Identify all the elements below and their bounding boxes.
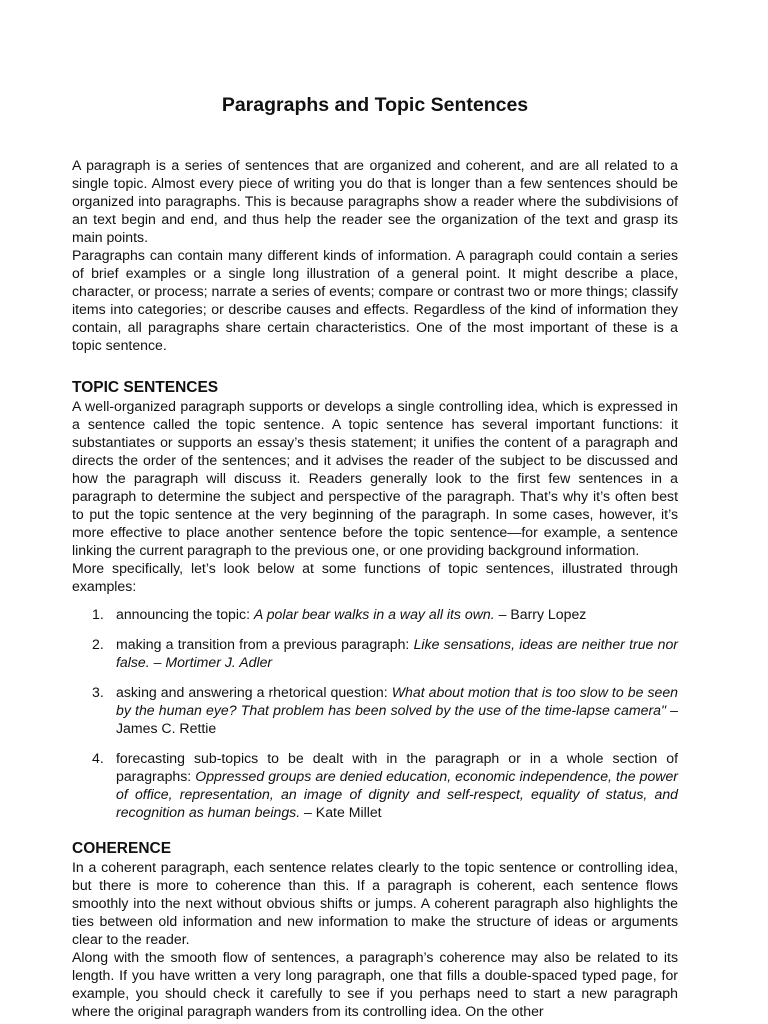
list-item [72, 605, 678, 623]
topic-sentences-paragraph-2: More specifically, let’s look below at some functions of topic sentences, illustrated through examples: [72, 560, 678, 594]
list-item [72, 683, 678, 737]
topic-sentences-heading: TOPIC SENTENCES [72, 379, 219, 396]
list-item-number: 4. [92, 750, 104, 766]
list-item-number: 2. [92, 636, 104, 652]
intro-paragraph-1: A paragraph is a series of sentences that are organized and coherent, and are all related to a single topic. Almost every piece of writing you do that is longer than a few sentences should be organized into paragraphs. This is because paragraphs show a reader where the subdivisions of an text begin and end, and thus help the reader see the organization of the text and grasp its main points. [72, 157, 678, 245]
coherence-heading: COHERENCE [72, 840, 172, 857]
list-item-lead: forecasting sub-topics to be dealt with in the paragraph or in a whole section of paragraphs: [116, 750, 678, 784]
list-item-example: Like sensations, ideas are neither true nor false. – Mortimer J. Adler [116, 636, 678, 670]
document-page [72, 92, 678, 1020]
intro-paragraph-2: Paragraphs can contain many different kinds of information. A paragraph could contain a series of brief examples or a single long illustration of a general point. It might describe a place, character, or process; narrate a series of events; compare or contrast two or more things; classify items into categories; or describe causes and effects. Regardless of the kind of information they contain, all paragraphs share certain characteristics. One of the most important of these is a topic sentence. [72, 247, 678, 353]
list-item-example: What about motion that is too slow to be seen by the human eye? That problem has been solved by the use of the time-lapse camera" [116, 684, 679, 718]
document-title: Paragraphs and Topic Sentences [221, 94, 529, 116]
coherence-paragraph-2: Along with the smooth flow of sentences, a paragraph’s coherence may also be related to its length. If you have written a very long paragraph, one that fills a double-spaced typed page, for example, you should check it carefully to see if you perhaps need to start a new paragraph where the original paragraph wanders from its controlling idea. On the other [72, 949, 678, 1019]
list-item-author: – Kate Millet [300, 804, 382, 820]
list-item-lead: making a transition from a previous paragraph: [116, 636, 414, 652]
list-item-number: 3. [92, 684, 104, 700]
list-item-number: 1. [92, 606, 104, 622]
topic-sentences-paragraph-1: A well-organized paragraph supports or develops a single controlling idea, which is expressed in a sentence called the topic sentence. A topic sentence has several important functions: it substantiates or supports an essay’s thesis statement; it unifies the content of a paragraph and directs the order of the sentences; and it advises the reader of the subject to be discussed and how the paragraph will discuss it. Readers generally look to the first few sentences in a paragraph to determine the subject and perspective of the paragraph. That’s why it’s often best to put the topic sentence at the very beginning of the paragraph. In some cases, however, it’s more effective to place another sentence before the topic sentence—for example, a sentence linking the current paragraph to the previous one, or one providing background information. [72, 398, 678, 558]
list-item-author: – James C. Rettie [116, 702, 678, 736]
list-item-example: Oppressed groups are denied education, economic independence, the power of office, representation, an image of dignity and self-respect, equality of status, and recognition as human beings. [116, 768, 678, 820]
list-item-author: – Barry Lopez [494, 606, 587, 622]
list-item [72, 635, 678, 671]
list-item-example: A polar bear walks in a way all its own. [253, 606, 495, 622]
topic-sentence-functions-list [72, 605, 678, 821]
list-item [72, 749, 678, 821]
list-item-lead: asking and answering a rhetorical question: [116, 684, 392, 700]
coherence-paragraph-1: In a coherent paragraph, each sentence relates clearly to the topic sentence or controlling idea, but there is more to coherence than this. If a paragraph is coherent, each sentence flows smoothly into the next without obvious shifts or jumps. A coherent paragraph also highlights the ties between old information and new information to make the structure of ideas or arguments clear to the reader. [72, 859, 678, 947]
list-item-lead: announcing the topic: [116, 606, 254, 622]
